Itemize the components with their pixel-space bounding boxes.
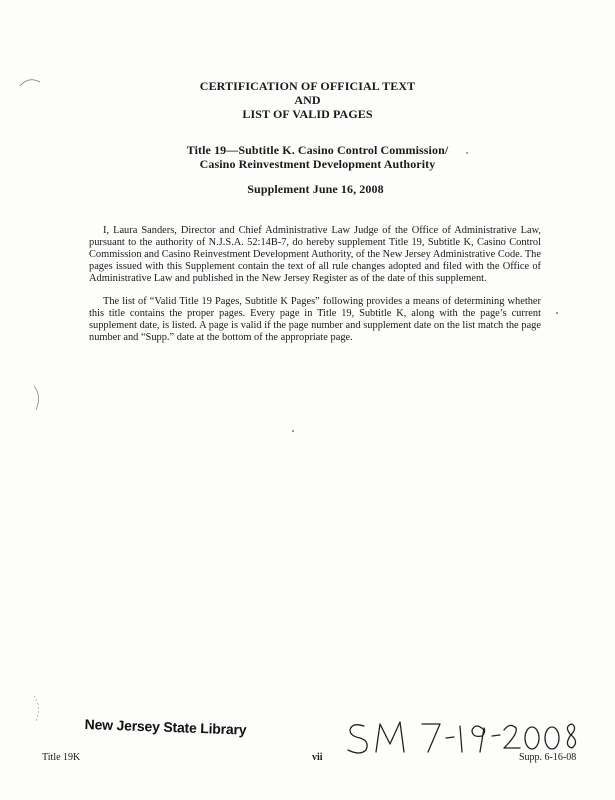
footer-title: Title 19K (42, 752, 81, 763)
scan-speck (556, 312, 558, 314)
subtitle-line-1: Title 19—Subtitle K. Casino Control Commission/ (186, 143, 449, 157)
scan-mark-left-bottom (30, 692, 52, 728)
heading-line-3: LIST OF VALID PAGES (242, 107, 373, 121)
supplement-date: Supplement June 16, 2008 (247, 182, 384, 196)
certification-paragraph: I, Laura Sanders, Director and Chief Administrative Law Judge of the Office of Administrative Law, pursuant to the authority of N.J.S.A. 52:14B-7, do hereby supplement Title 19, Subtitle K, Casino Control Commission and Casino Reinvestment Development Authority, of the New Jersey Administrative Code. The pages issued with this Supplement contain the text of all rule changes adopted and filed with the Office of Administrative Law and published in the New Jersey Register as of the date of this supplement. (89, 225, 541, 284)
scan-speck (292, 430, 294, 432)
heading-line-1: CERTIFICATION OF OFFICIAL TEXT (199, 79, 416, 93)
library-stamp: New Jersey State Library (84, 716, 247, 738)
footer-supplement: Supp. 6-16-08 (519, 752, 577, 763)
scan-mark-left-middle (28, 384, 48, 414)
footer-page-number: vii (312, 752, 323, 763)
subtitle-line-2: Casino Reinvestment Development Authority (199, 157, 436, 171)
heading-line-2: AND (294, 93, 321, 107)
valid-pages-paragraph: The list of “Valid Title 19 Pages, Subtitle K Pages” following provides a means of determining whether this title contains the proper pages. Every page in Title 19, Subtitle K, along with the page’s current supplement date, is listed. A page is valid if the page number and supplement date on the list match the page number and “Supp.” date at the bottom of the appropriate page. (89, 296, 541, 343)
